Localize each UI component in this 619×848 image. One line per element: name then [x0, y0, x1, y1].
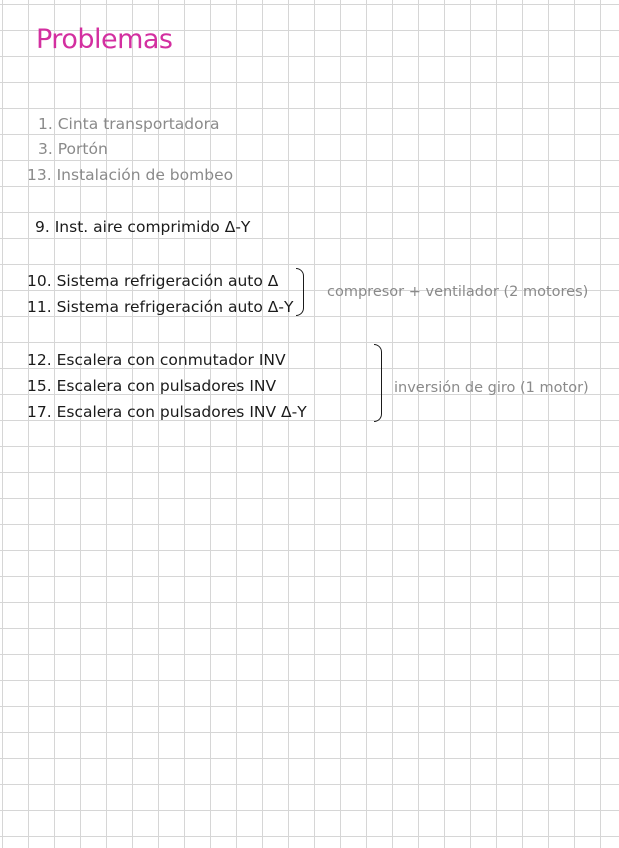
item-text: Instalación de bombeo	[56, 166, 234, 184]
item-number: 3.	[38, 140, 53, 158]
item-text: Escalera con conmutador INV	[56, 351, 286, 369]
item-text: Escalera con pulsadores INV Δ-Y	[56, 403, 307, 421]
page-title: Problemas	[36, 24, 173, 55]
curly-brace	[374, 344, 382, 422]
list-item	[27, 300, 293, 316]
item-text: Portón	[57, 140, 108, 158]
item-text: Sistema refrigeración auto Δ-Y	[56, 298, 294, 316]
item-number: 13.	[27, 166, 52, 184]
item-number: 17.	[27, 403, 52, 421]
group-note: compresor + ventilador (2 motores)	[327, 284, 589, 300]
item-text: Inst. aire comprimido Δ-Y	[54, 218, 251, 236]
list-item	[27, 353, 286, 369]
list-item	[38, 142, 108, 158]
item-text: Sistema refrigeración auto Δ	[56, 272, 279, 290]
list-item	[35, 220, 250, 236]
list-item	[27, 379, 276, 395]
list-item	[27, 168, 233, 184]
list-item	[27, 405, 307, 421]
list-item	[27, 274, 278, 290]
item-number: 15.	[27, 377, 52, 395]
item-number: 10.	[27, 272, 52, 290]
item-text: Cinta transportadora	[57, 115, 220, 133]
item-number: 1.	[38, 115, 53, 133]
list-item	[38, 117, 220, 133]
item-text: Escalera con pulsadores INV	[56, 377, 277, 395]
item-number: 12.	[27, 351, 52, 369]
item-number: 9.	[35, 218, 50, 236]
item-number: 11.	[27, 298, 52, 316]
group-note: inversión de giro (1 motor)	[394, 380, 589, 396]
curly-brace	[296, 268, 304, 316]
